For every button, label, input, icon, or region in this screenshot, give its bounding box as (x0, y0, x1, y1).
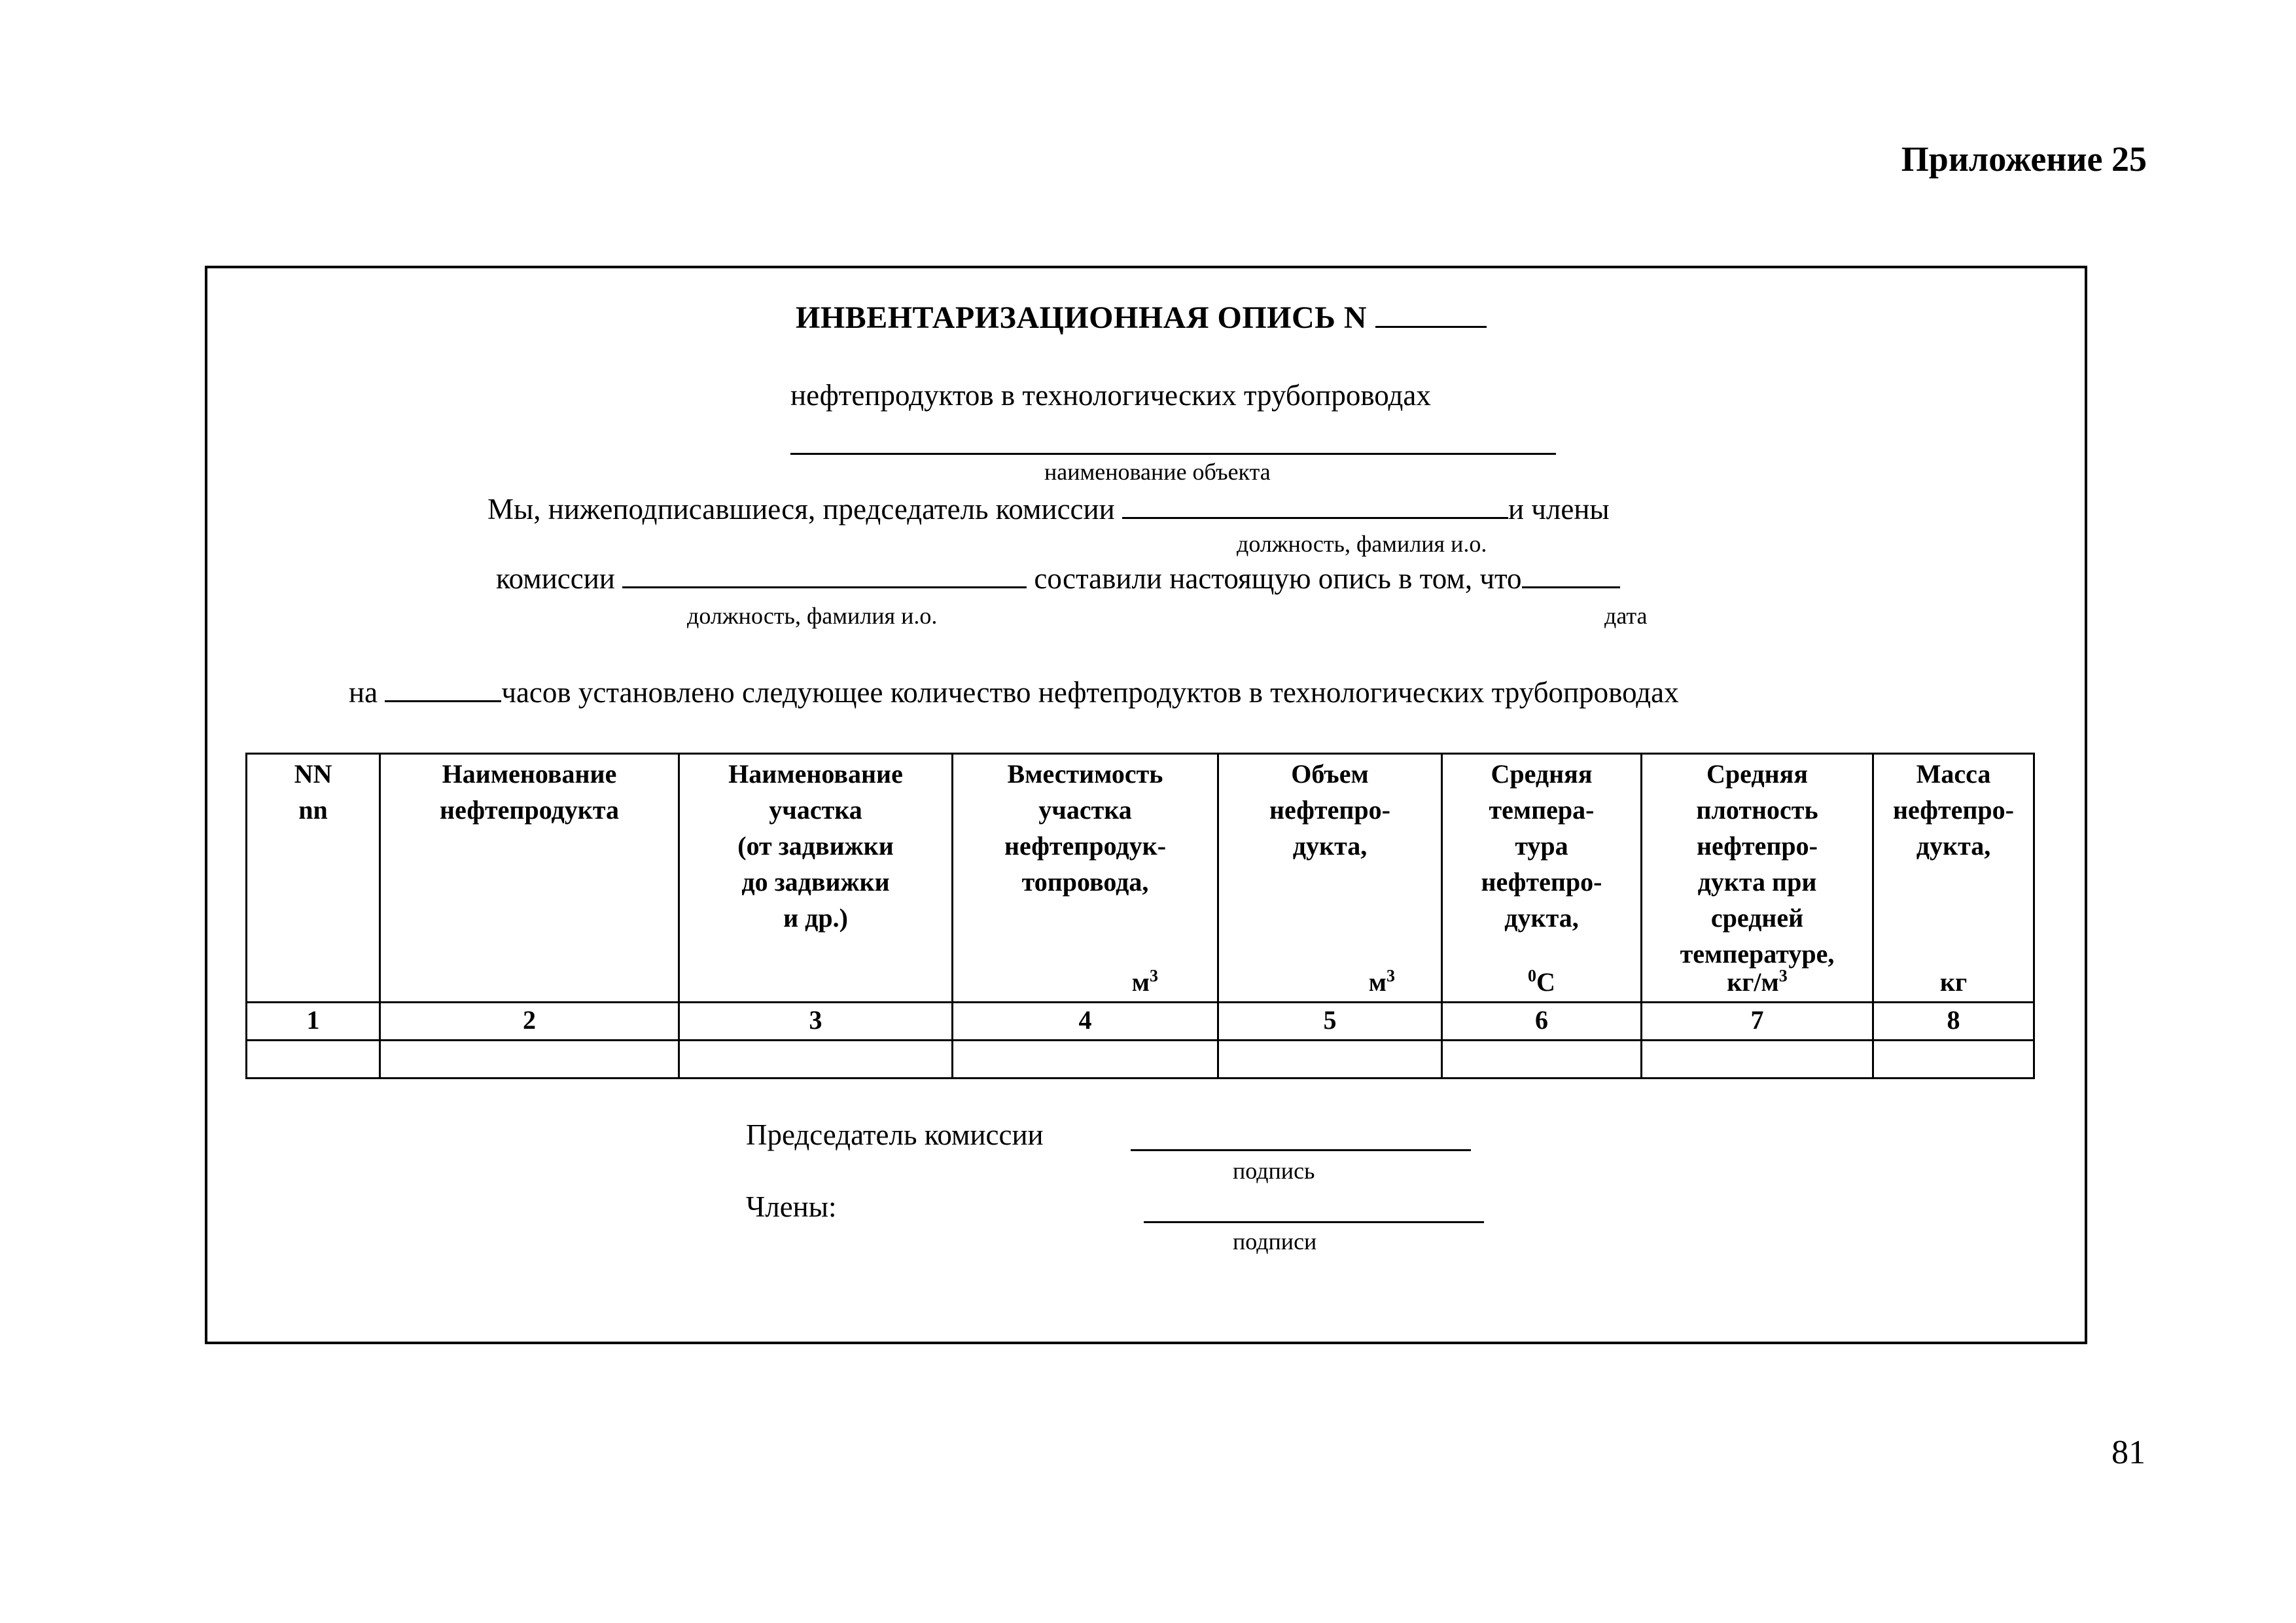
volume-unit: м (1368, 967, 1386, 997)
form-title-text: ИНВЕНТАРИЗАЦИОННАЯ ОПИСЬ N (796, 300, 1368, 335)
table-cell[interactable] (380, 1041, 679, 1079)
members-signature-caption: подписи (1233, 1228, 1317, 1255)
column-number: 2 (380, 1003, 679, 1041)
form-title (796, 300, 1487, 336)
col-header-density (1642, 754, 1873, 1003)
density-unit-sup: 3 (1778, 966, 1788, 986)
column-number: 4 (953, 1003, 1218, 1041)
form-subtitle: нефтепродуктов в технологических трубопроводах (790, 379, 1431, 412)
col-header-density-unit (1642, 964, 1872, 1000)
date-caption: дата (1604, 603, 1648, 629)
table-header-row (247, 754, 2034, 1003)
intro-line-3-rest: часов установлено следующее количество нефтепродуктов в технологических трубопроводах (501, 676, 1679, 709)
column-number: 1 (247, 1003, 380, 1041)
chairman-caption: должность, фамилия и.о. (1237, 531, 1487, 557)
intro-line-1-start: Мы, нижеподписавшиеся, председатель комиссии (487, 493, 1115, 526)
table-cell[interactable] (679, 1041, 953, 1079)
inventory-table (245, 753, 2035, 1079)
date-blank[interactable] (1522, 586, 1620, 588)
chairman-signature-line[interactable] (1131, 1149, 1471, 1151)
form-number-blank[interactable] (1375, 326, 1487, 328)
column-number: 7 (1642, 1003, 1873, 1041)
col-header-number (247, 754, 380, 1003)
intro-line-1-end: и члены (1508, 493, 1610, 526)
col-header-density-text: Средняя плотность нефтепро- дукта при средней температуре, (1680, 759, 1835, 969)
density-unit: кг/м (1727, 967, 1779, 997)
temperature-unit-sup: 0 (1528, 966, 1537, 986)
column-number: 3 (679, 1003, 953, 1041)
intro-line-3 (349, 675, 1679, 709)
intro-line-1 (487, 492, 1610, 526)
col-header-volume-text: Объем нефтепро- дукта, (1269, 759, 1390, 861)
table-cell[interactable] (953, 1041, 1218, 1079)
col-header-mass-unit (1874, 964, 2033, 1000)
col-header-product-name (380, 754, 679, 1003)
object-name-caption: наименование объекта (1044, 459, 1271, 485)
col-header-section-name (679, 754, 953, 1003)
table-cell[interactable] (247, 1041, 380, 1079)
chairman-blank[interactable] (1122, 517, 1508, 519)
object-name-blank[interactable] (790, 453, 1556, 455)
column-number: 5 (1218, 1003, 1442, 1041)
col-header-mass (1873, 754, 2034, 1003)
members-blank[interactable] (622, 586, 1027, 588)
members-caption: должность, фамилия и.о. (687, 603, 938, 629)
members-signature-line[interactable] (1144, 1221, 1484, 1223)
col-header-volume-unit (1219, 964, 1441, 1000)
table-cell[interactable] (1218, 1041, 1442, 1079)
members-label: Члены: (746, 1190, 837, 1223)
intro-line-2-middle: составили настоящую опись в том, что (1034, 562, 1522, 595)
table-column-number-row (247, 1003, 2034, 1041)
table-cell[interactable] (1442, 1041, 1642, 1079)
col-header-product-name-text: Наименование нефтепродукта (440, 759, 619, 825)
capacity-unit: м (1131, 967, 1150, 997)
intro-line-2 (496, 562, 1620, 596)
col-header-capacity-unit (953, 964, 1217, 1000)
col-header-capacity (953, 754, 1218, 1003)
col-header-section-name-text: Наименование участка (от задвижки до задвижки и др.) (728, 759, 903, 933)
column-number: 6 (1442, 1003, 1642, 1041)
chairman-signature-caption: подпись (1233, 1158, 1315, 1184)
volume-unit-sup: 3 (1386, 966, 1395, 986)
col-header-temperature (1442, 754, 1642, 1003)
col-header-capacity-text: Вместимость участка нефтепродук- топровода, (1004, 759, 1167, 897)
chairman-label: Председатель комиссии (746, 1118, 1044, 1151)
intro-line-3-start: на (349, 676, 378, 709)
col-header-number-text: NN nn (294, 759, 332, 825)
col-header-temperature-text: Средняя темпера- тура нефтепро- дукта, (1481, 759, 1602, 933)
capacity-unit-sup: 3 (1150, 966, 1158, 986)
col-header-volume (1218, 754, 1442, 1003)
page-number: 81 (2111, 1434, 2146, 1471)
table-cell[interactable] (1642, 1041, 1873, 1079)
mass-unit: кг (1939, 967, 1968, 997)
col-header-temperature-unit (1443, 964, 1640, 1000)
hours-blank[interactable] (385, 700, 501, 702)
table-row (247, 1041, 2034, 1079)
col-header-mass-text: Масса нефтепро- дукта, (1893, 759, 2014, 861)
column-number: 8 (1873, 1003, 2034, 1041)
intro-line-2-start: комиссии (496, 562, 615, 595)
appendix-label: Приложение 25 (1901, 139, 2147, 179)
temperature-unit: С (1536, 967, 1555, 997)
table-cell[interactable] (1873, 1041, 2034, 1079)
